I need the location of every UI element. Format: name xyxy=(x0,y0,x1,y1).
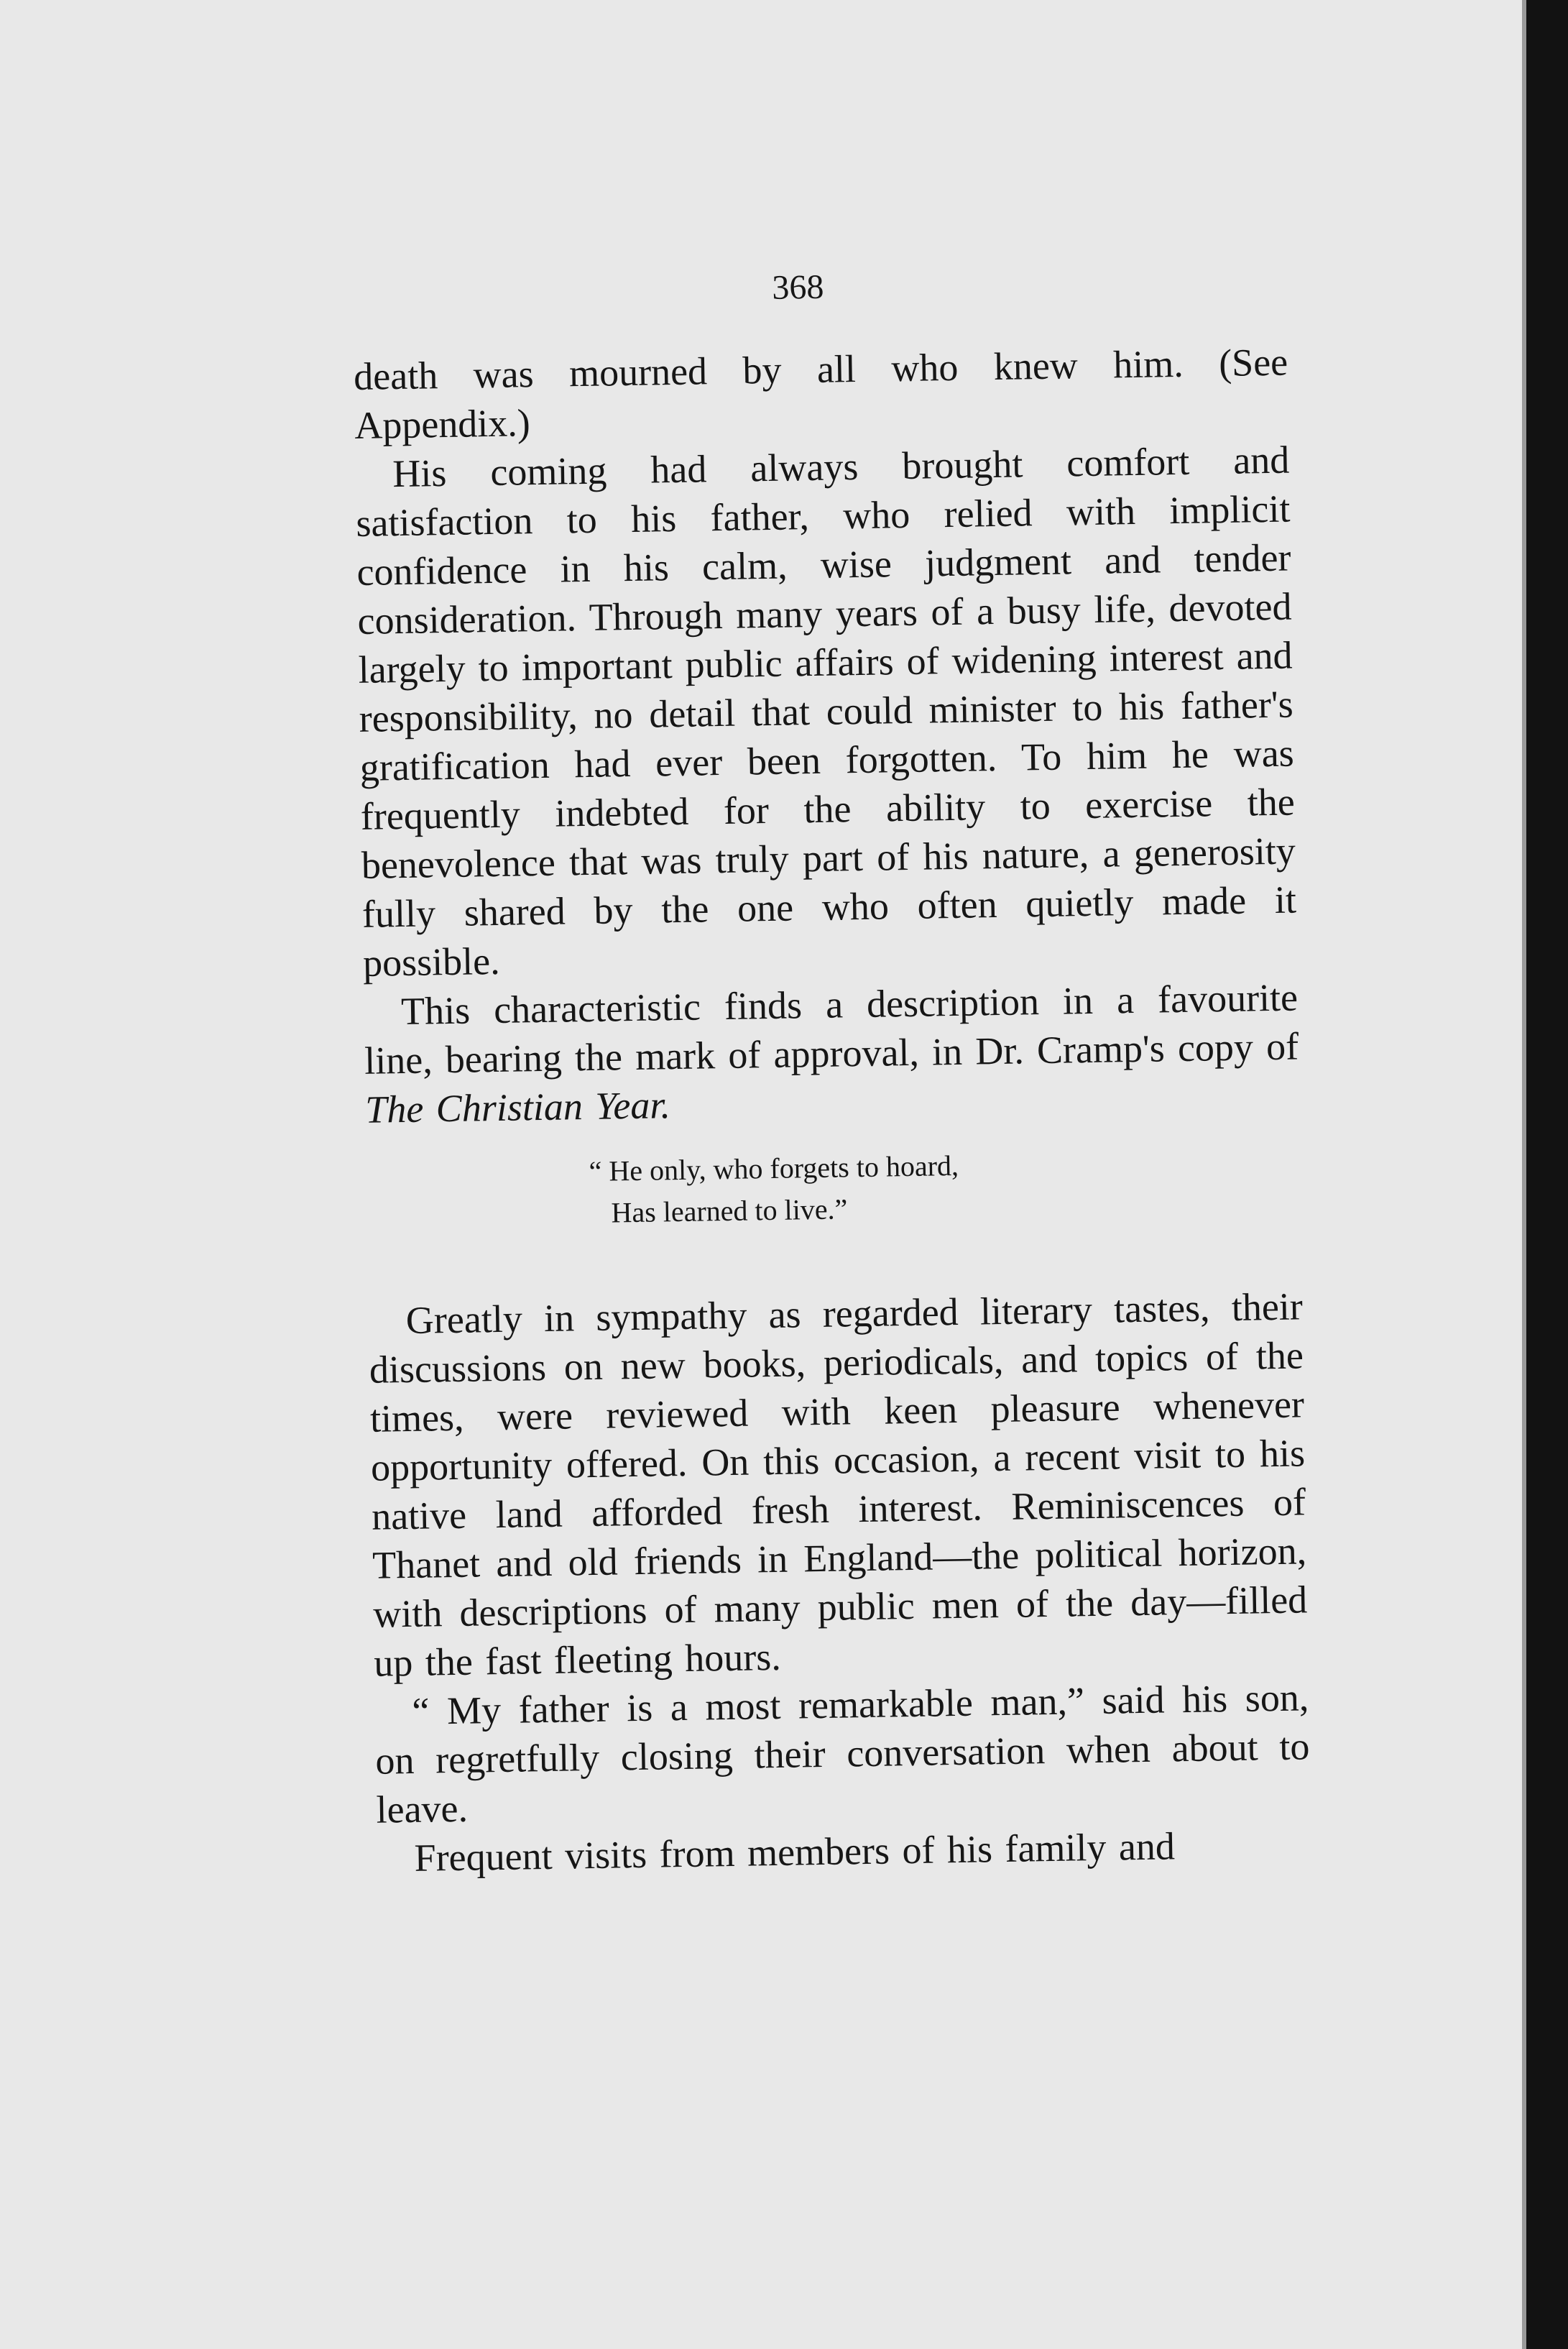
paragraph-death-mourned: death was mourned by all who knew him. (See Appendix.) xyxy=(353,340,1288,447)
page-content xyxy=(352,259,1311,1883)
paragraph-characteristic xyxy=(364,973,1300,1134)
paragraph-frequent-visits: Frequent visits from members of his family and xyxy=(414,1824,1176,1880)
characteristic-text: This characteristic finds a description in a favourite line, bearing the mark of approval, in Dr. Cramp's copy of xyxy=(364,975,1299,1082)
paragraph-his-coming: His coming had always brought comfort and satisfaction to his father, who relied with implicit confidence in his calm, wise judgment and tender consideration. Through many years of a busy life, devoted largely to important public affairs of widening interest and responsibility, no detail that could minister to his father's gratification had ever been forgotten. To him he was frequently indebted for the ability to exercise the benevolence that was truly part of his nature, a generosity fully shared by the one who often quietly made it possible. xyxy=(355,438,1297,985)
paragraph-remarkable-man: “ My father is a most remarkable man,” said his son, on regretfully closing their conversation when about to leave. xyxy=(375,1675,1310,1831)
page-number: 368 xyxy=(771,267,824,307)
paragraph-literary-tastes: Greatly in sympathy as regarded literary tastes, their discussions on new books, periodicals, and topics of the times, were reviewed with keen pleasure whenever opportunity offered. On this occasion, a recent visit to his native land afforded fresh interest. Reminiscences of Thanet and old friends in England—the political horizon, with descriptions of many public men of the day—filled up the fast fleeting hours. xyxy=(369,1284,1308,1685)
verse-line: Has learned to live.” xyxy=(611,1192,848,1229)
verse-quote xyxy=(366,1139,1301,1237)
page-edge-shadow xyxy=(1526,0,1568,2349)
verse-line: “ He only, who forgets to hoard, xyxy=(589,1149,959,1187)
book-title-christian-year: The Christian Year. xyxy=(364,1083,671,1131)
